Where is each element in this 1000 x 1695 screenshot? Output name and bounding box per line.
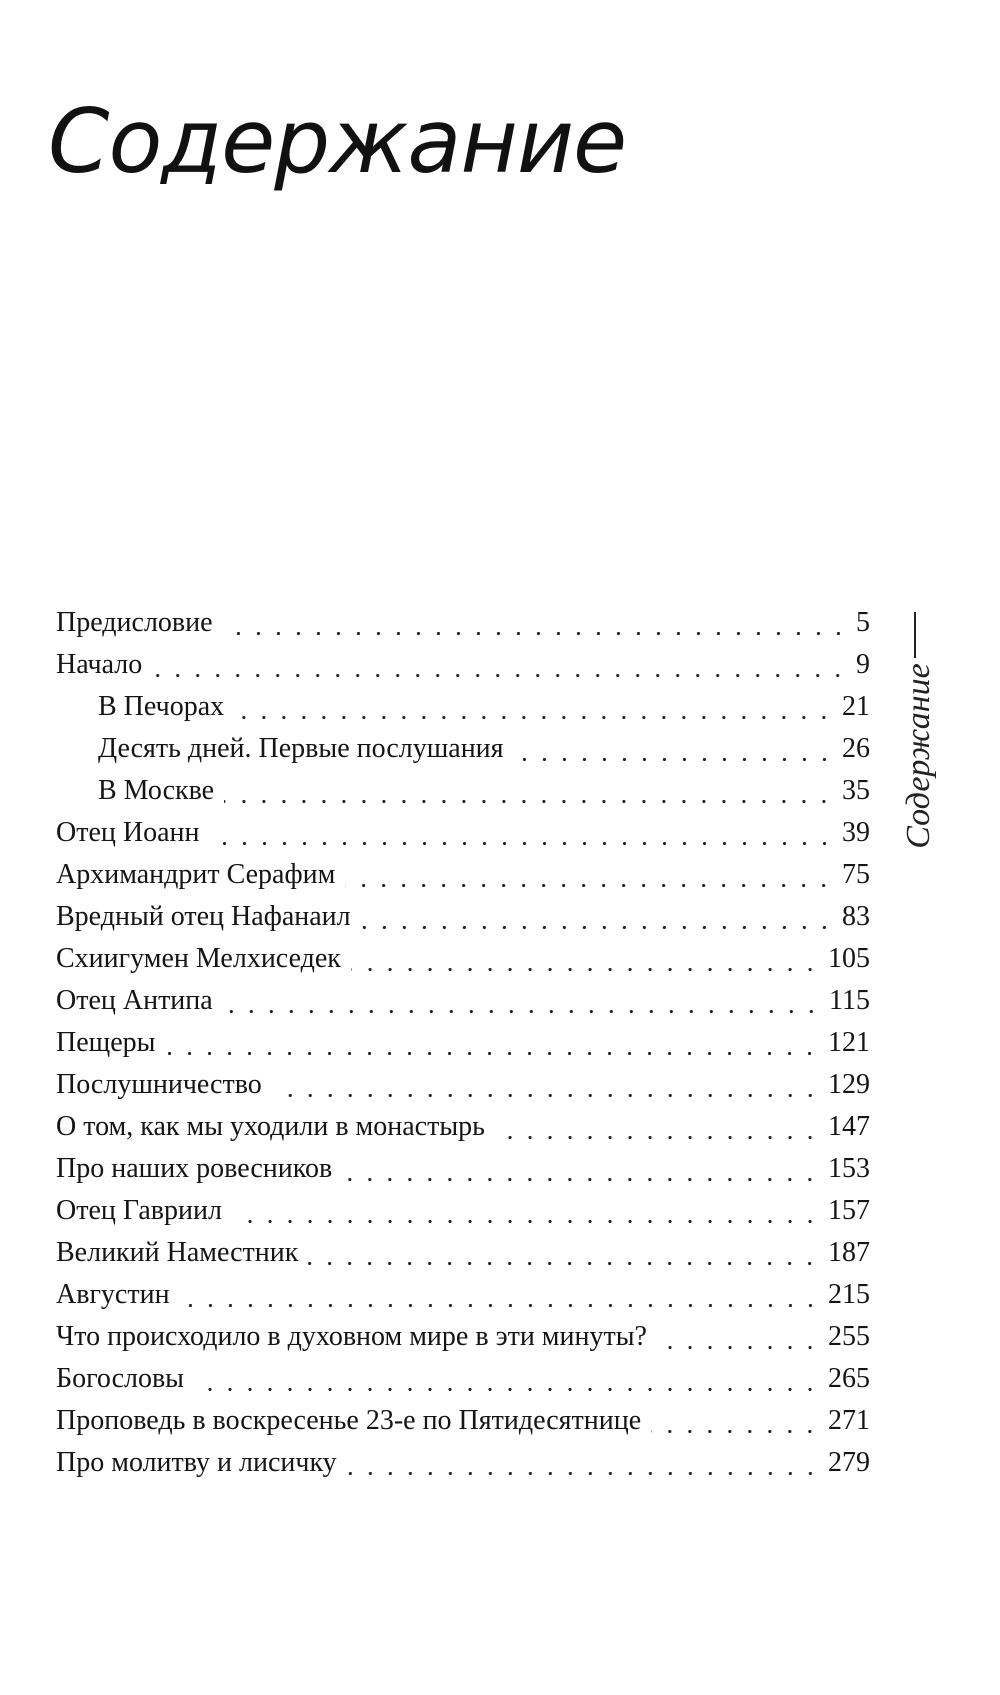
table-of-contents	[56, 602, 870, 1484]
toc-entry-title: Начало	[56, 649, 143, 680]
toc-entry-title: Про молитву и лисичку	[56, 1447, 337, 1478]
toc-entry-title: Отец Антипа	[56, 985, 213, 1016]
toc-entry-title: Схиигумен Мелхиседек	[56, 943, 341, 974]
running-head-rule	[914, 612, 916, 658]
toc-entry-title: Предисловие	[56, 607, 213, 638]
running-head-text: Содержание	[900, 663, 937, 849]
toc-entry-title: Богословы	[56, 1363, 184, 1394]
dot-leader	[651, 1430, 820, 1433]
toc-entry-page: 187	[828, 1237, 870, 1268]
toc-entry-title: Великий Наместник	[56, 1237, 299, 1268]
toc-entry-page: 39	[842, 817, 870, 848]
toc-entry-title: В Печорах	[98, 691, 225, 722]
toc-entry-title: Архимандрит Серафим	[56, 859, 336, 890]
toc-entry-page: 147	[828, 1111, 870, 1142]
toc-entry[interactable]	[56, 602, 870, 644]
toc-entry-page: 83	[842, 901, 870, 932]
dot-leader	[514, 758, 834, 761]
dot-leader	[152, 674, 848, 677]
toc-entry-page: 255	[828, 1321, 870, 1352]
toc-entry-title: Послушничество	[56, 1069, 262, 1100]
toc-subentry[interactable]	[56, 770, 870, 812]
toc-entry-page: 115	[829, 985, 870, 1016]
toc-entry[interactable]	[56, 980, 870, 1022]
toc-entry-page: 157	[828, 1195, 870, 1226]
dot-leader	[657, 1346, 820, 1349]
toc-entry-title: Про наших ровесников	[56, 1153, 333, 1184]
toc-entry-page: 35	[842, 775, 870, 806]
toc-entry-title: Вредный отец Нафанаил	[56, 901, 351, 932]
toc-entry-page: 129	[828, 1069, 870, 1100]
dot-leader	[232, 1220, 820, 1223]
toc-entry-title: Пещеры	[56, 1027, 156, 1058]
toc-entry-page: 215	[828, 1279, 870, 1310]
dot-leader	[308, 1262, 820, 1265]
dot-leader	[210, 842, 835, 845]
dot-leader	[194, 1388, 820, 1391]
toc-entry[interactable]	[56, 1442, 870, 1484]
dot-leader	[223, 1010, 821, 1013]
toc-entry-title: Что происходило в духовном мире в эти минуты?	[56, 1321, 647, 1352]
toc-entry[interactable]	[56, 1400, 870, 1442]
dot-leader	[180, 1304, 820, 1307]
toc-entry-page: 121	[828, 1027, 870, 1058]
toc-entry[interactable]	[56, 1190, 870, 1232]
dot-leader	[345, 884, 834, 887]
toc-entry-title: В Москве	[98, 775, 215, 806]
toc-entry-page: 21	[842, 691, 870, 722]
toc-entry-title: Отец Иоанн	[56, 817, 200, 848]
toc-entry[interactable]	[56, 1274, 870, 1316]
toc-entry-title: Десять дней. Первые послушания	[98, 733, 504, 764]
toc-entry-title: Отец Гавриил	[56, 1195, 222, 1226]
toc-subentry[interactable]	[56, 728, 870, 770]
dot-leader	[361, 926, 834, 929]
toc-entry-page: 105	[828, 943, 870, 974]
toc-entry-page: 271	[828, 1405, 870, 1436]
dot-leader	[351, 968, 820, 971]
page-title: Содержание	[48, 90, 627, 193]
toc-entry[interactable]	[56, 1316, 870, 1358]
toc-entry[interactable]	[56, 854, 870, 896]
toc-entry-page: 5	[856, 607, 870, 638]
toc-entry-page: 153	[828, 1153, 870, 1184]
dot-leader	[234, 716, 834, 719]
toc-entry-page: 75	[842, 859, 870, 890]
toc-entry-page: 26	[842, 733, 870, 764]
dot-leader	[342, 1178, 820, 1181]
dot-leader	[495, 1136, 820, 1139]
toc-entry[interactable]	[56, 1064, 870, 1106]
dot-leader	[165, 1052, 820, 1055]
toc-entry[interactable]	[56, 644, 870, 686]
toc-subentry[interactable]	[56, 686, 870, 728]
toc-entry[interactable]	[56, 812, 870, 854]
toc-entry-title: О том, как мы уходили в монастырь	[56, 1111, 485, 1142]
toc-entry[interactable]	[56, 1358, 870, 1400]
dot-leader	[223, 632, 848, 635]
toc-entry[interactable]	[56, 896, 870, 938]
dot-leader	[224, 800, 834, 803]
toc-entry[interactable]	[56, 1232, 870, 1274]
toc-entry-page: 9	[856, 649, 870, 680]
toc-entry[interactable]	[56, 938, 870, 980]
dot-leader	[272, 1094, 820, 1097]
toc-entry[interactable]	[56, 1022, 870, 1064]
toc-entry-title: Проповедь в воскресенье 23-е по Пятидесятнице	[56, 1405, 642, 1436]
running-head	[896, 612, 942, 852]
toc-entry[interactable]	[56, 1148, 870, 1190]
toc-entry-page: 279	[828, 1447, 870, 1478]
toc-entry-title: Августин	[56, 1279, 170, 1310]
dot-leader	[347, 1472, 820, 1475]
toc-entry[interactable]	[56, 1106, 870, 1148]
toc-entry-page: 265	[828, 1363, 870, 1394]
